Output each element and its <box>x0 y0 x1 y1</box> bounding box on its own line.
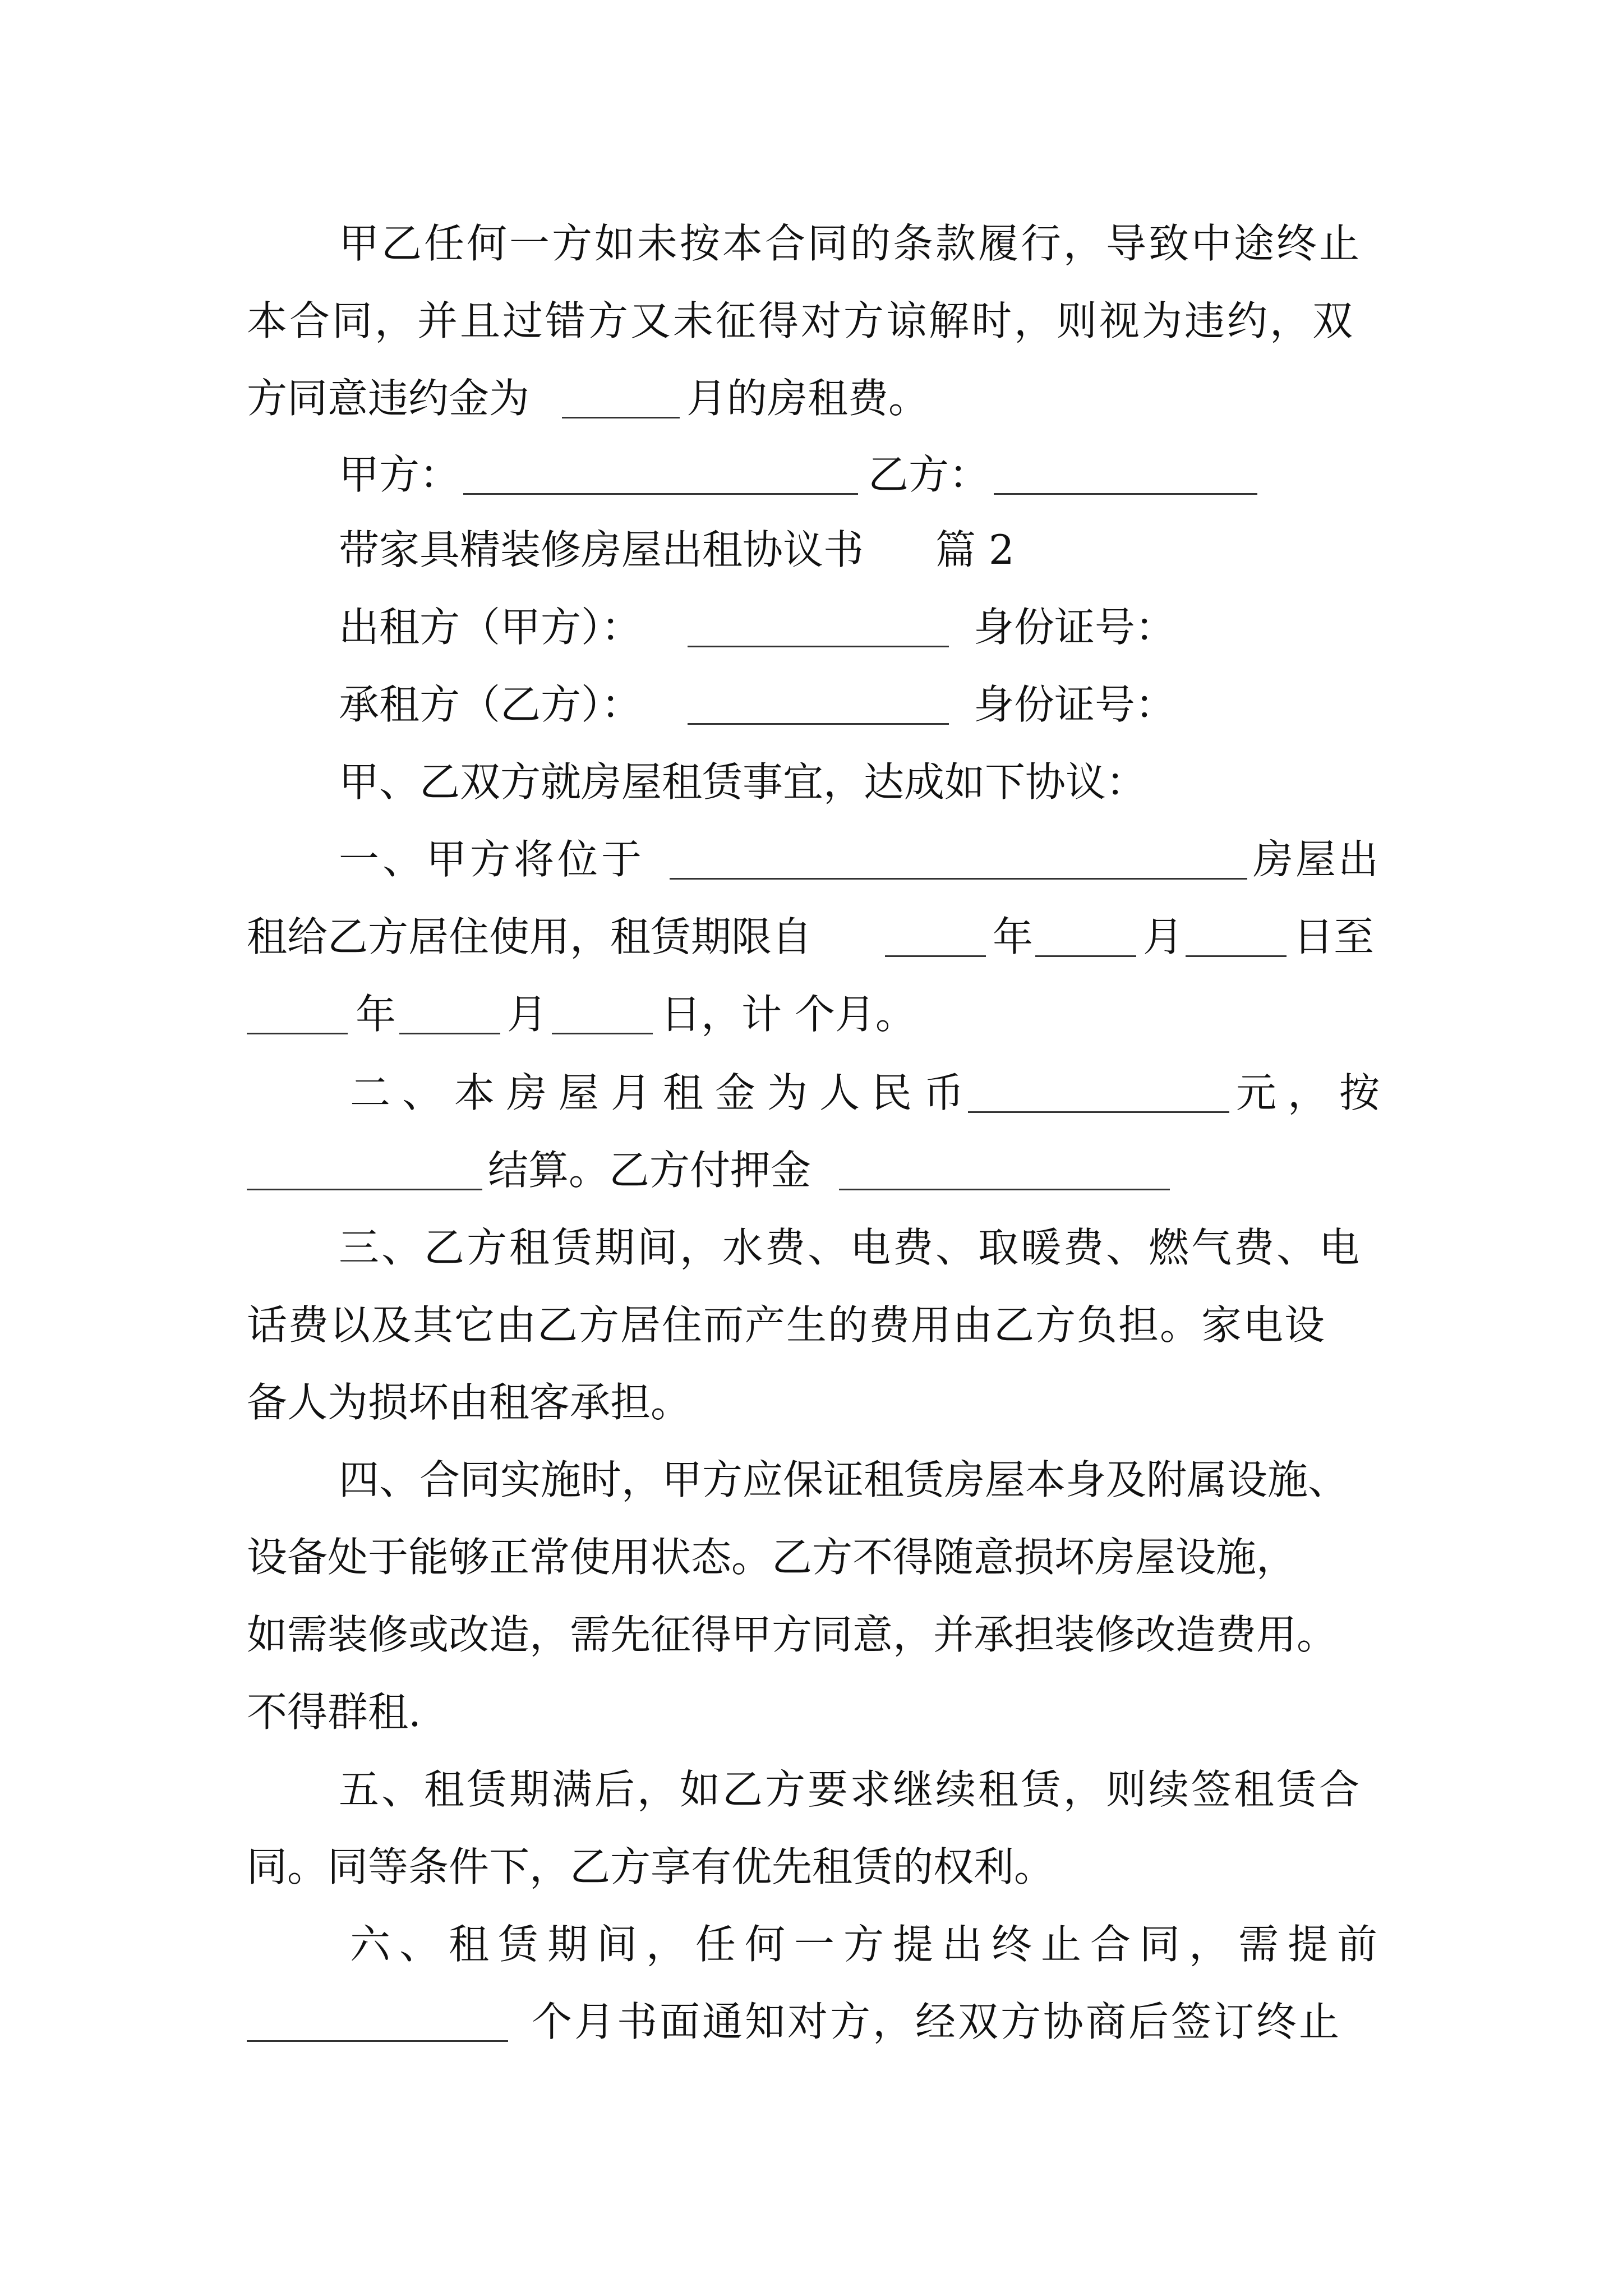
party-b-label: 乙方： <box>868 451 990 498</box>
clause-text: 五、租赁期满后，如乙方要求继续租赁，则续签租赁合 <box>339 1766 1362 1813</box>
clause-text: 同。同等条件下，乙方享有优先租赁的权利。 <box>247 1843 1055 1890</box>
clause-text: 月 <box>1143 913 1184 960</box>
clause-text: 不得群租. <box>247 1688 421 1736</box>
blank-line <box>994 454 1257 495</box>
clause-text: 租给乙方居住使用，租赁期限自 <box>247 913 813 960</box>
blank-line <box>247 994 348 1034</box>
section-title-text: 带家具精装修房屋出租协议书 <box>339 526 864 573</box>
lessee-label: 承租方（乙方）： <box>339 681 642 728</box>
blank-line <box>688 684 949 725</box>
blank-line <box>885 917 986 957</box>
clause-text: 月 <box>507 991 548 1038</box>
clause-text: 一、甲方将位于 <box>339 836 645 883</box>
clause-text: 个月书面通知对方，经双方协商后签订终止 <box>532 1998 1342 2045</box>
blank-line <box>562 378 680 418</box>
clause-text: 六、租赁期间，任何一方提出终止合同，需提前 <box>350 1921 1387 1968</box>
clause-text: 备人为损坏由租客承担。 <box>247 1379 691 1426</box>
lessor-id-label: 身份证号： <box>974 604 1176 651</box>
blank-line <box>1186 917 1287 957</box>
party-a-label: 甲方： <box>339 451 460 498</box>
blank-line <box>399 994 500 1034</box>
clause-text: 二、本房屋月租金为人民币 <box>350 1069 976 1116</box>
blank-line <box>463 454 858 495</box>
blank-line <box>968 1073 1229 1113</box>
paragraph-text: 本合同，并且过错方又未征得对方谅解时，则视为违约，双 <box>247 297 1355 344</box>
clause-text: 三、乙方租赁期间，水费、电费、取暖费、燃气费、电 <box>339 1224 1362 1271</box>
blank-line <box>839 1150 1170 1190</box>
intro-text: 甲、乙双方就房屋租赁事宜，达成如下协议： <box>339 758 1147 806</box>
paragraph-text: 方同意违约金为 <box>247 375 530 422</box>
paragraph-text: 甲乙任何一方如未按本合同的条款履行，导致中途终止 <box>339 220 1362 267</box>
section-number: 篇 2 <box>935 526 1015 573</box>
lessee-id-label: 身份证号： <box>974 681 1176 728</box>
blank-line <box>670 839 1247 880</box>
blank-line <box>552 994 653 1034</box>
clause-text: 日，计 个月。 <box>661 991 916 1038</box>
clause-text: 四、合同实施时，甲方应保证租赁房屋本身及附属设施、 <box>339 1456 1349 1503</box>
blank-line <box>247 2001 508 2042</box>
blank-line <box>1035 917 1136 957</box>
clause-text: 元，按 <box>1236 1069 1391 1116</box>
clause-text: 结算。乙方付押金 <box>488 1147 811 1194</box>
blank-line <box>247 1150 482 1190</box>
clause-text: 房屋出 <box>1253 836 1381 883</box>
clause-text: 年 <box>356 991 396 1038</box>
clause-text: 日至 <box>1293 913 1375 960</box>
clause-text: 话费以及其它由乙方居住而产生的费用由乙方负担。家电设 <box>247 1301 1326 1349</box>
clause-text: 如需装修或改造，需先征得甲方同意，并承担装修改造费用。 <box>247 1611 1338 1658</box>
lessor-label: 出租方（甲方）： <box>339 604 642 651</box>
clause-text: 年 <box>993 913 1034 960</box>
paragraph-text: 月的房租费。 <box>686 375 929 422</box>
blank-line <box>688 607 949 647</box>
clause-text: 设备处于能够正常使用状态。乙方不得随意损坏房屋设施， <box>247 1534 1297 1581</box>
